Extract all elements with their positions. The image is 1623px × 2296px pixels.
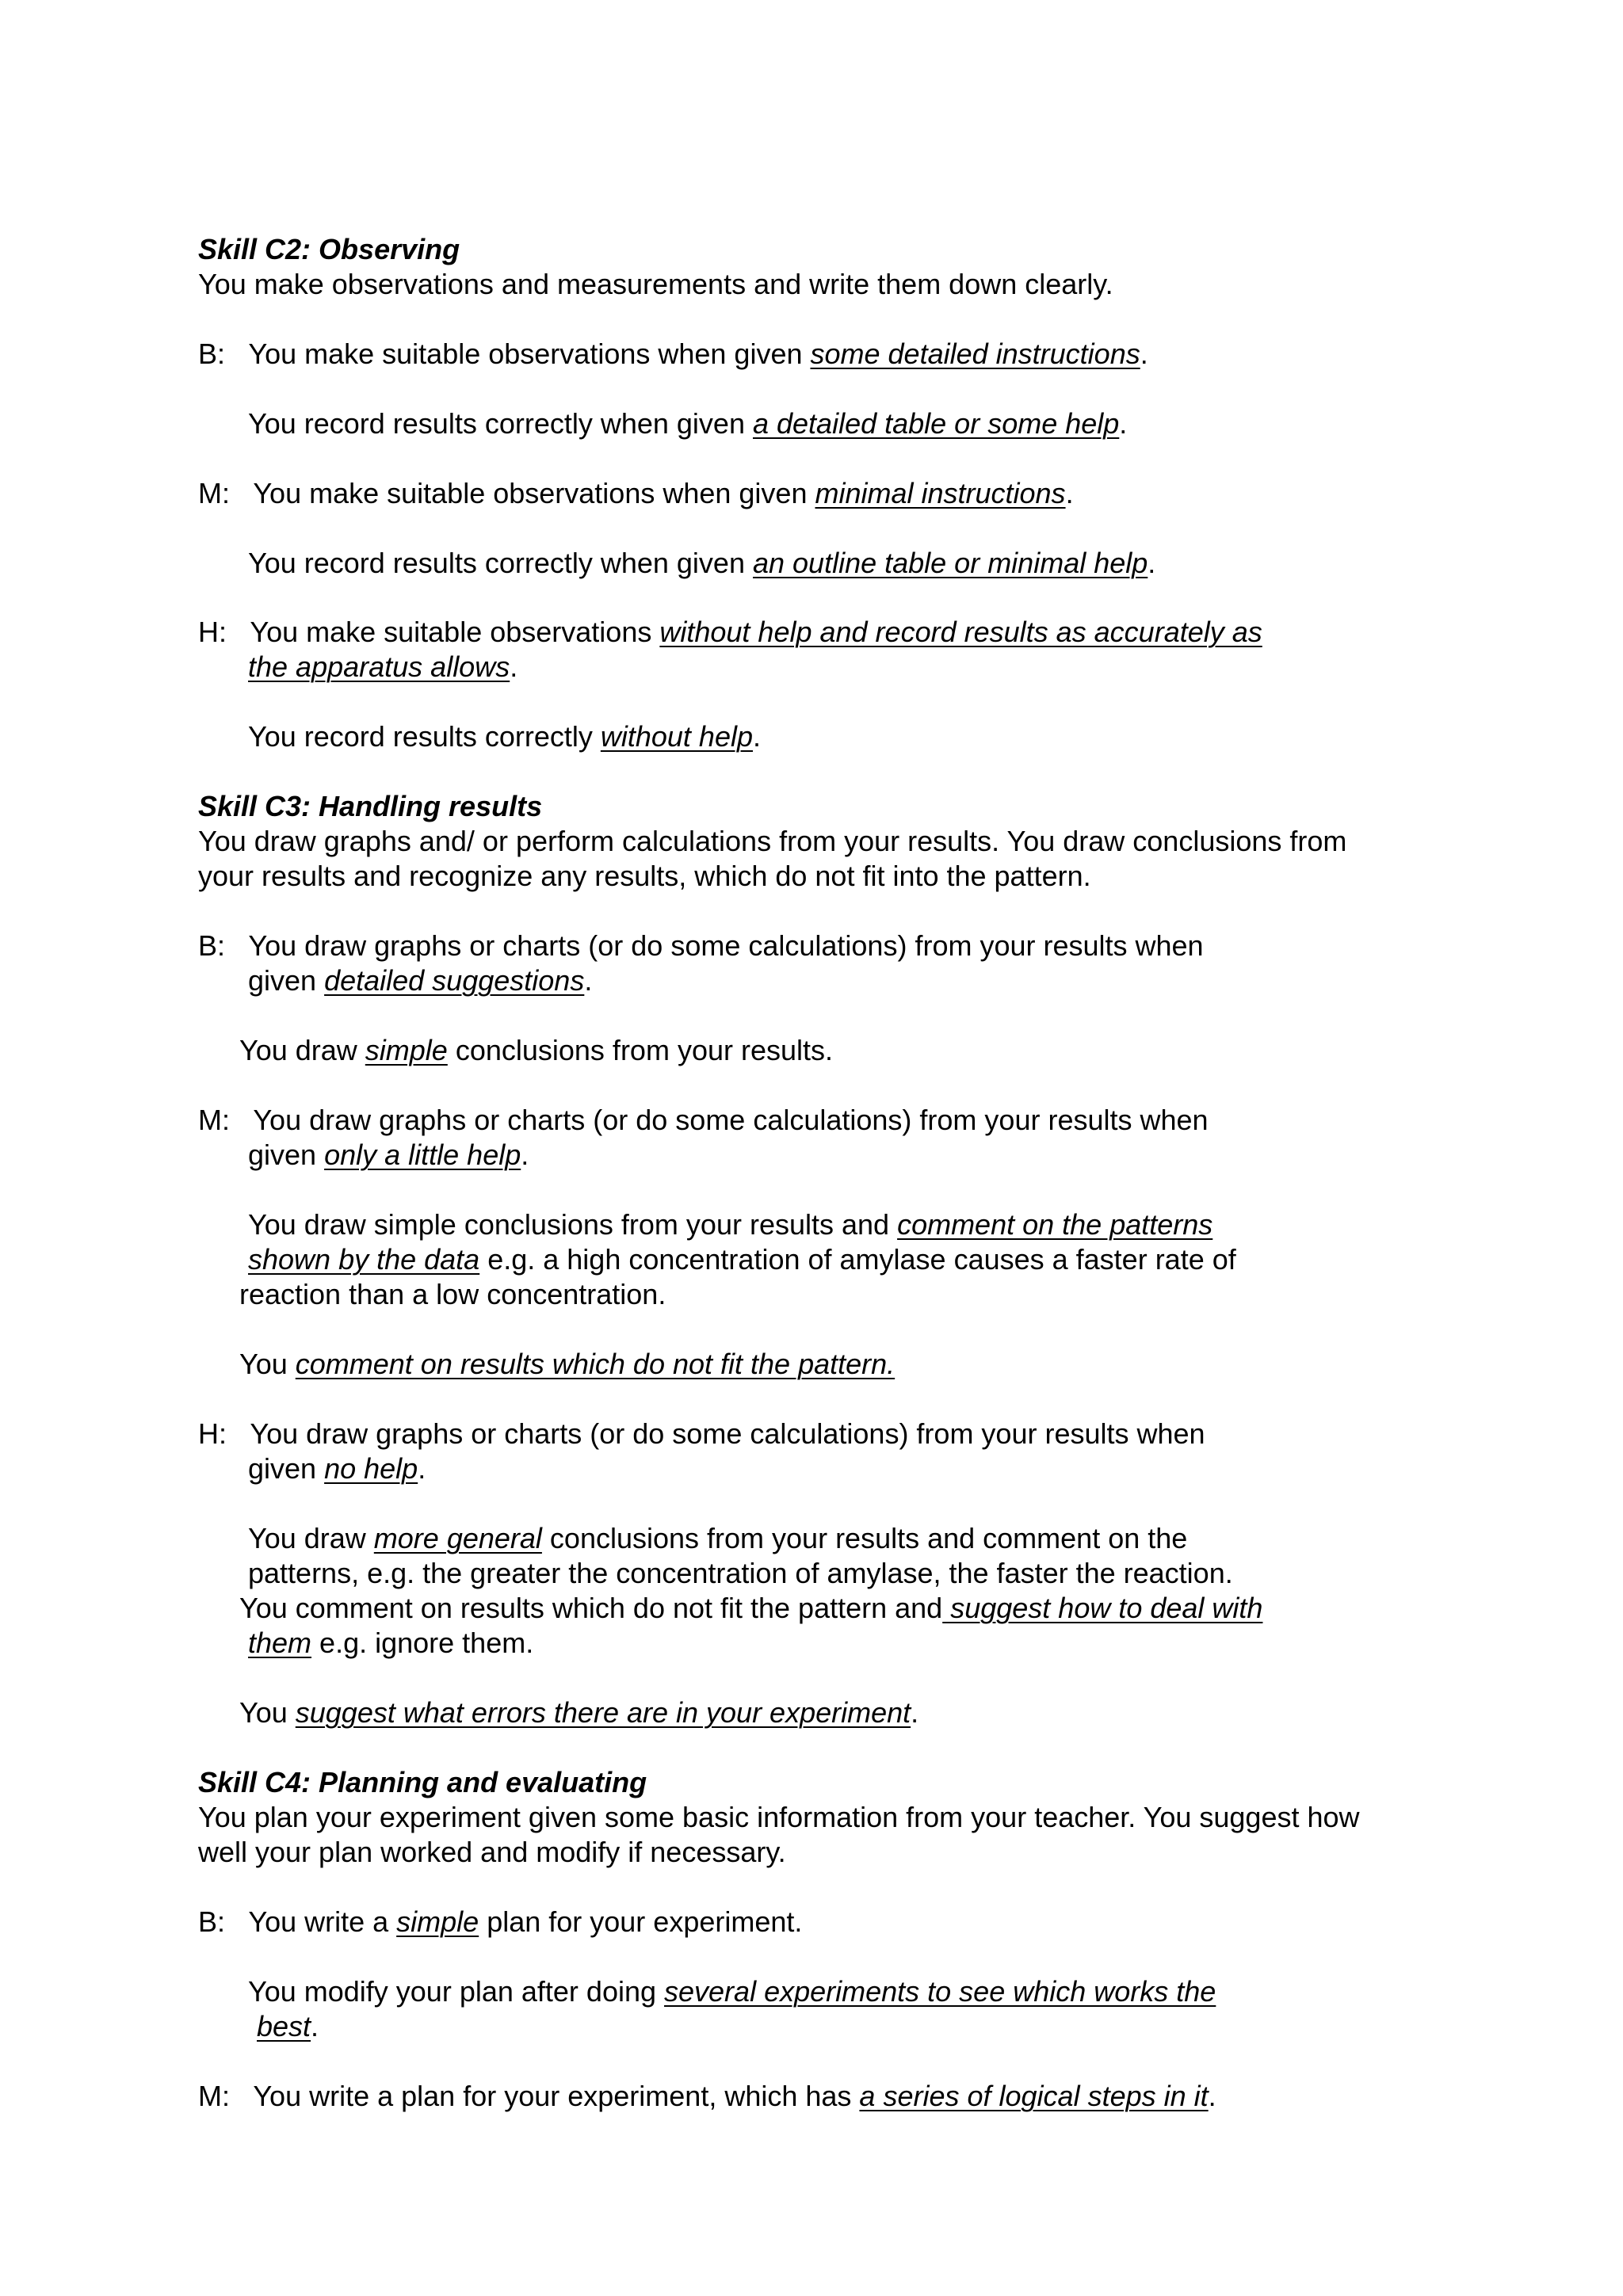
text: You <box>239 1696 296 1729</box>
c3-high-conclusions-cont: patterns, e.g. the greater the concentration of amylase, the faster the reaction. <box>248 1557 1233 1589</box>
emphasis: no help <box>324 1452 418 1485</box>
c3-high-graphs: H: You draw graphs or charts (or do some calculations) from your results when <box>198 1417 1205 1450</box>
text: You record results correctly <box>248 720 601 753</box>
text: . <box>1208 2080 1216 2112</box>
emphasis: only a little help <box>324 1138 521 1171</box>
text: You draw <box>239 1034 365 1066</box>
text: B: You make suitable observations when given <box>198 338 811 370</box>
text: . <box>1148 547 1156 579</box>
c2-medium-record <box>248 546 1155 581</box>
emphasis: best <box>257 2010 311 2042</box>
text: You record results correctly when given <box>248 407 753 440</box>
c3-intro-line1: You draw graphs and/ or perform calculations from your results. You draw conclusions from <box>198 825 1347 857</box>
emphasis: some detailed instructions <box>810 338 1140 370</box>
c4-basic-modify <box>248 1974 1216 2009</box>
text: You draw simple conclusions from your results and <box>248 1208 898 1241</box>
text: e.g. a high concentration of amylase causes a faster rate of <box>479 1243 1236 1276</box>
emphasis: shown by the data <box>248 1243 480 1276</box>
c4-basic-modify-cont <box>257 2009 319 2044</box>
emphasis: a detailed table or some help <box>752 407 1120 440</box>
text: . <box>521 1138 529 1171</box>
text: . <box>911 1696 919 1729</box>
c3-medium-conclusions <box>248 1207 1212 1242</box>
text: . <box>1119 407 1128 440</box>
emphasis: simple <box>365 1034 448 1066</box>
c3-basic-graphs-cont <box>248 963 592 998</box>
heading-skill-c3: Skill C3: Handling results <box>198 790 543 822</box>
c2-basic-record <box>248 406 1127 441</box>
emphasis: simple <box>396 1905 479 1938</box>
emphasis: several experiments to see which works the <box>664 1975 1216 2008</box>
text: . <box>418 1452 426 1485</box>
text: conclusions from your results and comment on the <box>541 1522 1188 1554</box>
text: You record results correctly when given <box>248 547 753 579</box>
c3-basic-graphs: B: You draw graphs or charts (or do some calculations) from your results when <box>198 929 1204 962</box>
c4-basic-plan <box>198 1905 802 1939</box>
text: . <box>1065 477 1074 509</box>
emphasis: minimal instructions <box>815 477 1066 509</box>
c3-basic-conclusions <box>239 1033 833 1068</box>
c2-intro: You make observations and measurements and write them down clearly. <box>198 268 1113 300</box>
text: M: You make suitable observations when given <box>198 477 815 509</box>
emphasis: the apparatus allows <box>248 650 510 683</box>
emphasis: detailed suggestions <box>324 964 585 997</box>
c4-medium-plan <box>198 2079 1216 2114</box>
c4-intro-line1: You plan your experiment given some basic information from your teacher. You suggest how <box>198 1801 1360 1833</box>
text: M: You write a plan for your experiment, which has <box>198 2080 860 2112</box>
c3-medium-conclusions-end: reaction than a low concentration. <box>239 1278 666 1310</box>
emphasis: an outline table or minimal help <box>752 547 1148 579</box>
emphasis: without help and record results as accurately as <box>659 616 1262 648</box>
text: You <box>239 1348 296 1380</box>
c3-medium-graphs: M: You draw graphs or charts (or do some calculations) from your results when <box>198 1104 1209 1136</box>
c2-high-record <box>248 719 761 754</box>
c3-high-conclusions <box>248 1521 1187 1556</box>
heading-skill-c4: Skill C4: Planning and evaluating <box>198 1766 647 1798</box>
emphasis: suggest what errors there are in your experiment <box>295 1696 911 1729</box>
c4-intro-line2: well your plan worked and modify if necessary. <box>198 1836 786 1868</box>
c2-high-observations-cont <box>248 650 517 685</box>
text: conclusions from your results. <box>447 1034 834 1066</box>
emphasis: without help <box>600 720 753 753</box>
text: B: You write a <box>198 1905 397 1938</box>
text: . <box>584 964 593 997</box>
emphasis: them <box>248 1627 312 1659</box>
c3-medium-graphs-cont <box>248 1138 529 1173</box>
heading-skill-c2: Skill C2: Observing <box>198 233 460 265</box>
text: given <box>248 964 325 997</box>
c2-basic-observations <box>198 337 1148 372</box>
emphasis: suggest how to deal with <box>942 1592 1263 1624</box>
c3-high-anomalies-cont <box>248 1626 533 1661</box>
text: given <box>248 1452 325 1485</box>
text: . <box>753 720 762 753</box>
text: You draw <box>248 1522 374 1554</box>
c2-high-observations <box>198 615 1262 650</box>
c3-high-graphs-cont <box>248 1451 426 1486</box>
text: You modify your plan after doing <box>248 1975 665 2008</box>
emphasis: a series of logical steps in it <box>859 2080 1209 2112</box>
text: e.g. ignore them. <box>311 1627 534 1659</box>
text: . <box>311 2010 319 2042</box>
emphasis: comment on results which do not fit the pattern. <box>295 1348 896 1380</box>
text: . <box>1140 338 1148 370</box>
c2-medium-observations <box>198 476 1074 511</box>
text: plan for your experiment. <box>479 1905 803 1938</box>
emphasis: comment on the patterns <box>897 1208 1213 1241</box>
c3-medium-anomalies <box>239 1347 895 1382</box>
c3-intro-line2: your results and recognize any results, which do not fit into the pattern. <box>198 860 1091 892</box>
c3-medium-conclusions-cont <box>248 1242 1236 1277</box>
text: . <box>510 650 518 683</box>
text: given <box>248 1138 325 1171</box>
c3-high-anomalies <box>239 1591 1262 1626</box>
text: You comment on results which do not fit the pattern and <box>239 1592 943 1624</box>
text: H: You make suitable observations <box>198 616 660 648</box>
c3-high-errors <box>239 1695 918 1730</box>
emphasis: more general <box>373 1522 542 1554</box>
